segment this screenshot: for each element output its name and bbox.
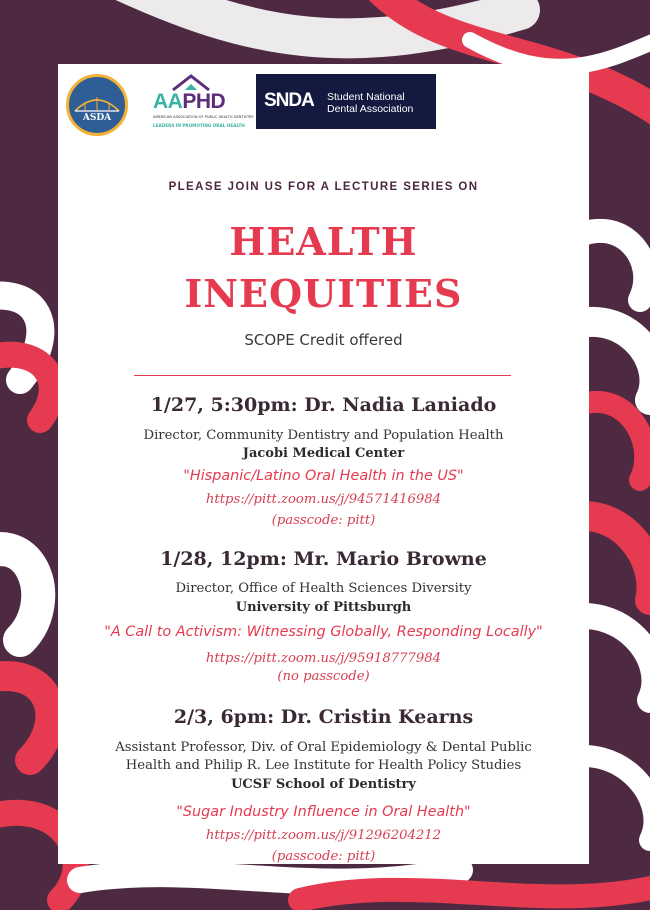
lecture-1-institution: Jacobi Medical Center bbox=[242, 446, 405, 461]
lecture-2-heading: 1/28, 12pm: Mr. Mario Browne bbox=[160, 548, 487, 570]
credit-note: SCOPE Credit offered bbox=[244, 331, 403, 349]
lecture-2-link[interactable]: https://pitt.zoom.us/j/95918777984 bbox=[205, 651, 442, 666]
aaphd-wordmark: AAPHD bbox=[153, 90, 226, 113]
lecture-3-heading: 2/3, 6pm: Dr. Cristin Kearns bbox=[173, 706, 474, 728]
aaphd-subtitle: AMERICAN ASSOCIATION OF PUBLIC HEALTH DENTISTRY bbox=[153, 115, 254, 119]
snda-logo bbox=[256, 74, 436, 129]
asda-logo bbox=[66, 74, 128, 136]
lecture-2-role: Director, Office of Health Sciences Diversity bbox=[175, 581, 472, 596]
title-line-1: HEALTH bbox=[229, 219, 418, 264]
snda-mark: SNDA bbox=[264, 90, 314, 111]
lecture-2-institution: University of Pittsburgh bbox=[235, 600, 412, 615]
lecture-2-talk: "A Call to Activism: Witnessing Globally, Responding Locally" bbox=[104, 624, 543, 640]
lecture-1-link[interactable]: https://pitt.zoom.us/j/94571416984 bbox=[205, 492, 442, 507]
intro-text: PLEASE JOIN US FOR A LECTURE SERIES ON bbox=[168, 181, 479, 193]
lecture-1-talk: "Hispanic/Latino Oral Health in the US" bbox=[183, 468, 464, 484]
lecture-3-institution: UCSF School of Dentistry bbox=[231, 777, 416, 792]
lecture-3-passcode: (passcode: pitt) bbox=[271, 849, 376, 864]
flyer-card bbox=[58, 64, 589, 864]
snda-name: Student National Dental Association bbox=[327, 91, 414, 115]
lecture-1-heading: 1/27, 5:30pm: Dr. Nadia Laniado bbox=[150, 394, 497, 416]
bridge-icon bbox=[69, 77, 125, 133]
lecture-1-role: Director, Community Dentistry and Population Health bbox=[143, 428, 504, 443]
lecture-3-role-line-2: Health and Philip R. Lee Institute for Health Policy Studies bbox=[125, 758, 522, 773]
divider bbox=[134, 375, 511, 376]
asda-logo-text: ASDA bbox=[82, 113, 112, 123]
lecture-3-link[interactable]: https://pitt.zoom.us/j/91296204212 bbox=[205, 828, 442, 843]
lecture-1-passcode: (passcode: pitt) bbox=[271, 513, 376, 528]
lecture-3-role-line-1: Assistant Professor, Div. of Oral Epidemiology & Dental Public bbox=[115, 740, 532, 755]
lecture-3-talk: "Sugar Industry Influence in Oral Health" bbox=[176, 804, 471, 820]
title-line-2: INEQUITIES bbox=[184, 271, 463, 316]
aaphd-logo bbox=[153, 74, 254, 134]
aaphd-tagline: LEADERS IN PROMOTING ORAL HEALTH bbox=[153, 123, 245, 128]
lecture-2-passcode: (no passcode) bbox=[277, 669, 370, 684]
